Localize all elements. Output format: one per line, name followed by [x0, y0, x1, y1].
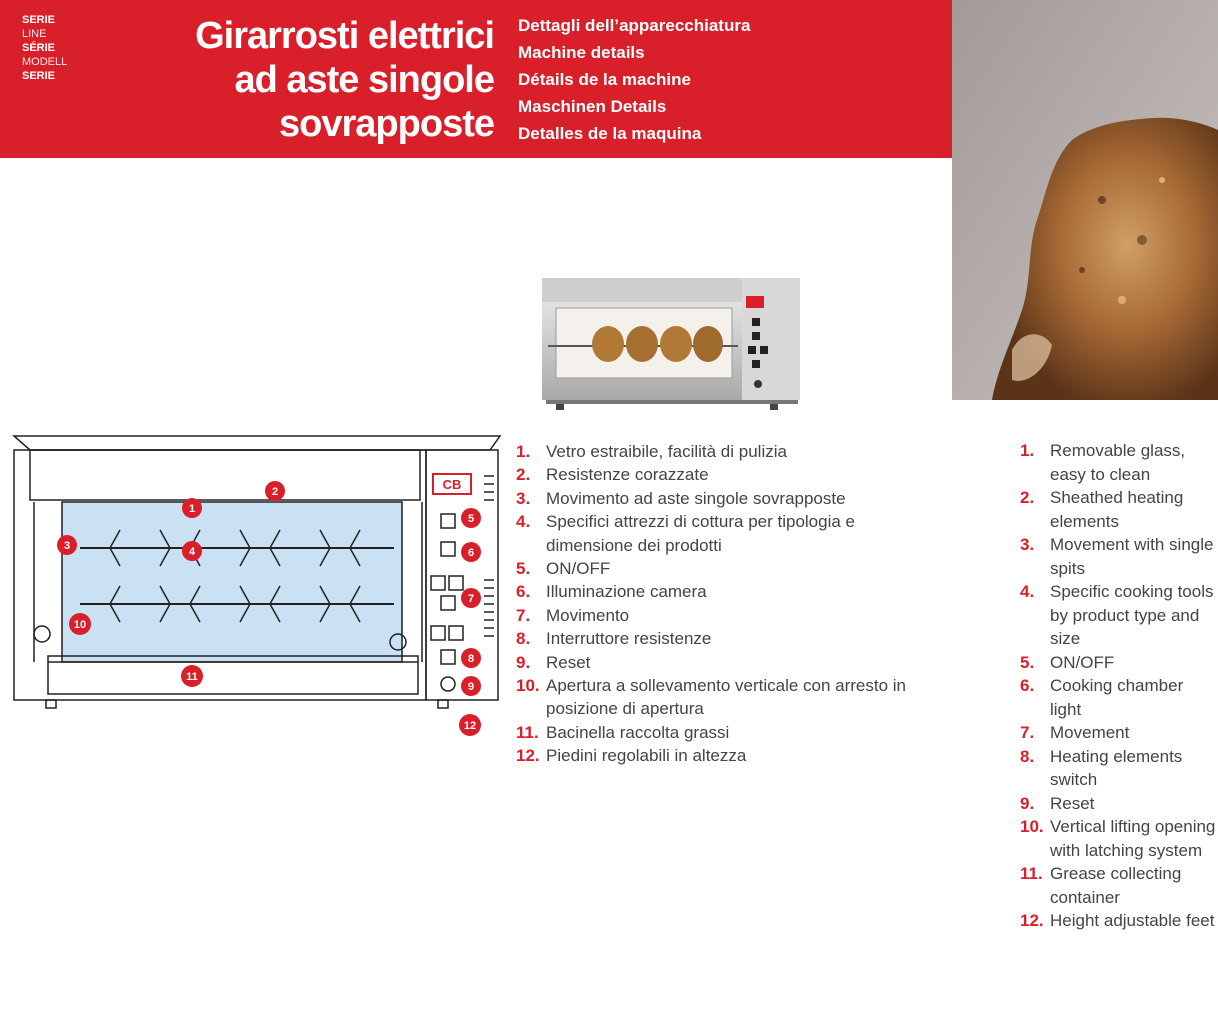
- list-item: [516, 651, 936, 674]
- series-label: LINE: [22, 28, 47, 40]
- item-text: Movimento: [546, 605, 630, 625]
- list-item: [516, 627, 936, 650]
- svg-text:5: 5: [467, 513, 475, 525]
- item-text: Reset: [1050, 793, 1095, 813]
- item-text: Heating elements switch: [1050, 746, 1183, 789]
- item-number: 7.: [1020, 723, 1035, 742]
- item-number: 10.: [516, 676, 540, 696]
- item-text: Resistenze corazzate: [546, 465, 709, 485]
- item-text: Specifici attrezzi di cottura per tipologia e dimensione dei prodotti: [546, 512, 855, 555]
- callout-9: [461, 676, 481, 696]
- svg-text:12: 12: [463, 720, 477, 732]
- item-text: ON/OFF: [546, 559, 611, 579]
- callout-12: [459, 714, 481, 736]
- list-item: [1020, 674, 1218, 721]
- svg-text:1: 1: [188, 503, 196, 515]
- callout-1: [182, 498, 202, 518]
- svg-text:10: 10: [73, 619, 87, 631]
- list-item: [1020, 439, 1218, 486]
- english-feature-list: [1020, 439, 1218, 933]
- list-item: [1020, 815, 1218, 862]
- item-text: Grease collecting container: [1050, 864, 1182, 907]
- item-number: 2.: [1020, 488, 1035, 507]
- item-number: 9.: [516, 652, 531, 672]
- page-title: [195, 14, 494, 146]
- brand-logo: CB: [442, 477, 462, 492]
- list-item: [1020, 651, 1218, 675]
- item-number: 2.: [516, 465, 531, 485]
- details-heading: Detalles de la maquina: [518, 124, 702, 143]
- italian-feature-list: [516, 440, 936, 768]
- item-text: Specific cooking tools by product type and size: [1050, 582, 1214, 648]
- list-item: [516, 510, 936, 557]
- series-label: SERIE: [22, 70, 56, 82]
- list-item: [1020, 792, 1218, 816]
- item-text: Vetro estraibile, facilità di pulizia: [546, 442, 787, 461]
- roast-chicken-photo: [952, 0, 1218, 400]
- svg-text:2: 2: [271, 486, 279, 498]
- item-text: Apertura a sollevamento verticale con arresto in posizione di apertura: [546, 676, 907, 719]
- details-heading: Détails de la machine: [518, 70, 691, 89]
- title-line: Girarrosti elettrici: [195, 15, 494, 57]
- item-text: ON/OFF: [1050, 652, 1115, 672]
- rotisserie-product-photo: [538, 274, 800, 412]
- item-number: 1.: [516, 442, 531, 461]
- callout-10: [69, 613, 91, 635]
- svg-text:6: 6: [467, 547, 475, 559]
- header-banner: [0, 0, 952, 158]
- list-item: [516, 674, 936, 721]
- item-text: Cooking chamber light: [1050, 676, 1184, 719]
- item-number: 11.: [516, 722, 539, 742]
- item-number: 4.: [1020, 582, 1035, 601]
- item-text: Bacinella raccolta grassi: [546, 722, 730, 742]
- item-text: Interruttore resistenze: [546, 629, 712, 649]
- svg-text:11: 11: [186, 671, 198, 683]
- list-item: [1020, 486, 1218, 533]
- item-text: Movement with single spits: [1050, 535, 1214, 578]
- item-text: Piedini regolabili in altezza: [546, 746, 747, 766]
- svg-text:9: 9: [467, 681, 475, 693]
- item-text: Movimento ad aste singole sovrapposte: [546, 488, 846, 508]
- item-number: 8.: [1020, 746, 1035, 766]
- list-item: [516, 557, 936, 580]
- item-text: Movement: [1050, 723, 1130, 742]
- svg-text:3: 3: [63, 540, 71, 552]
- item-text: Sheathed heating elements: [1050, 488, 1184, 531]
- list-item: [1020, 721, 1218, 745]
- svg-text:7: 7: [467, 593, 475, 605]
- list-item: [516, 744, 936, 767]
- callout-6: [461, 542, 481, 562]
- item-number: 10.: [1020, 817, 1044, 836]
- item-number: 3.: [1020, 535, 1035, 554]
- item-number: 6.: [516, 582, 531, 602]
- details-heading: Dettagli dell’apparecchiatura: [518, 16, 751, 35]
- list-item: [1020, 745, 1218, 792]
- svg-text:8: 8: [467, 653, 475, 665]
- item-number: 8.: [516, 629, 531, 649]
- list-item: [1020, 533, 1218, 580]
- list-item: [1020, 862, 1218, 909]
- item-number: 12.: [1020, 911, 1044, 930]
- series-label: SÉRIE: [22, 42, 56, 54]
- item-text: Vertical lifting opening with latching system: [1050, 817, 1216, 860]
- item-number: 3.: [516, 488, 531, 508]
- item-number: 11.: [1020, 864, 1043, 883]
- series-label: MODELL: [22, 56, 68, 68]
- list-item: [1020, 909, 1218, 933]
- item-number: 7.: [516, 605, 531, 625]
- callout-5: [461, 508, 481, 528]
- item-text: Height adjustable feet: [1050, 911, 1215, 930]
- list-item: [516, 580, 936, 603]
- callout-7: [461, 588, 481, 608]
- callout-2: [265, 481, 285, 501]
- callout-4: [182, 541, 202, 561]
- item-number: 6.: [1020, 676, 1035, 695]
- details-heading: Machine details: [518, 43, 645, 62]
- item-number: 5.: [516, 559, 531, 579]
- item-text: Removable glass, easy to clean: [1050, 441, 1186, 484]
- series-labels: [22, 13, 67, 83]
- title-line: ad aste singole: [234, 59, 494, 101]
- item-number: 5.: [1020, 652, 1035, 672]
- list-item: [516, 463, 936, 486]
- list-item: [516, 487, 936, 510]
- list-item: [1020, 580, 1218, 651]
- callout-3: [57, 535, 77, 555]
- details-headings: [518, 12, 750, 147]
- callout-11: [181, 665, 203, 687]
- item-text: Illuminazione camera: [546, 582, 707, 602]
- callout-8: [461, 648, 481, 668]
- item-number: 1.: [1020, 441, 1035, 460]
- rotisserie-diagram: [10, 430, 510, 740]
- item-number: 9.: [1020, 793, 1035, 813]
- item-number: 4.: [516, 512, 531, 532]
- list-item: [516, 604, 936, 627]
- item-text: Reset: [546, 652, 591, 672]
- title-line: sovrapposte: [279, 103, 494, 145]
- list-item: [516, 440, 936, 463]
- list-item: [516, 721, 936, 744]
- svg-text:4: 4: [188, 546, 196, 558]
- details-heading: Maschinen Details: [518, 97, 667, 116]
- series-label: SERIE: [22, 14, 56, 26]
- item-number: 12.: [516, 746, 540, 766]
